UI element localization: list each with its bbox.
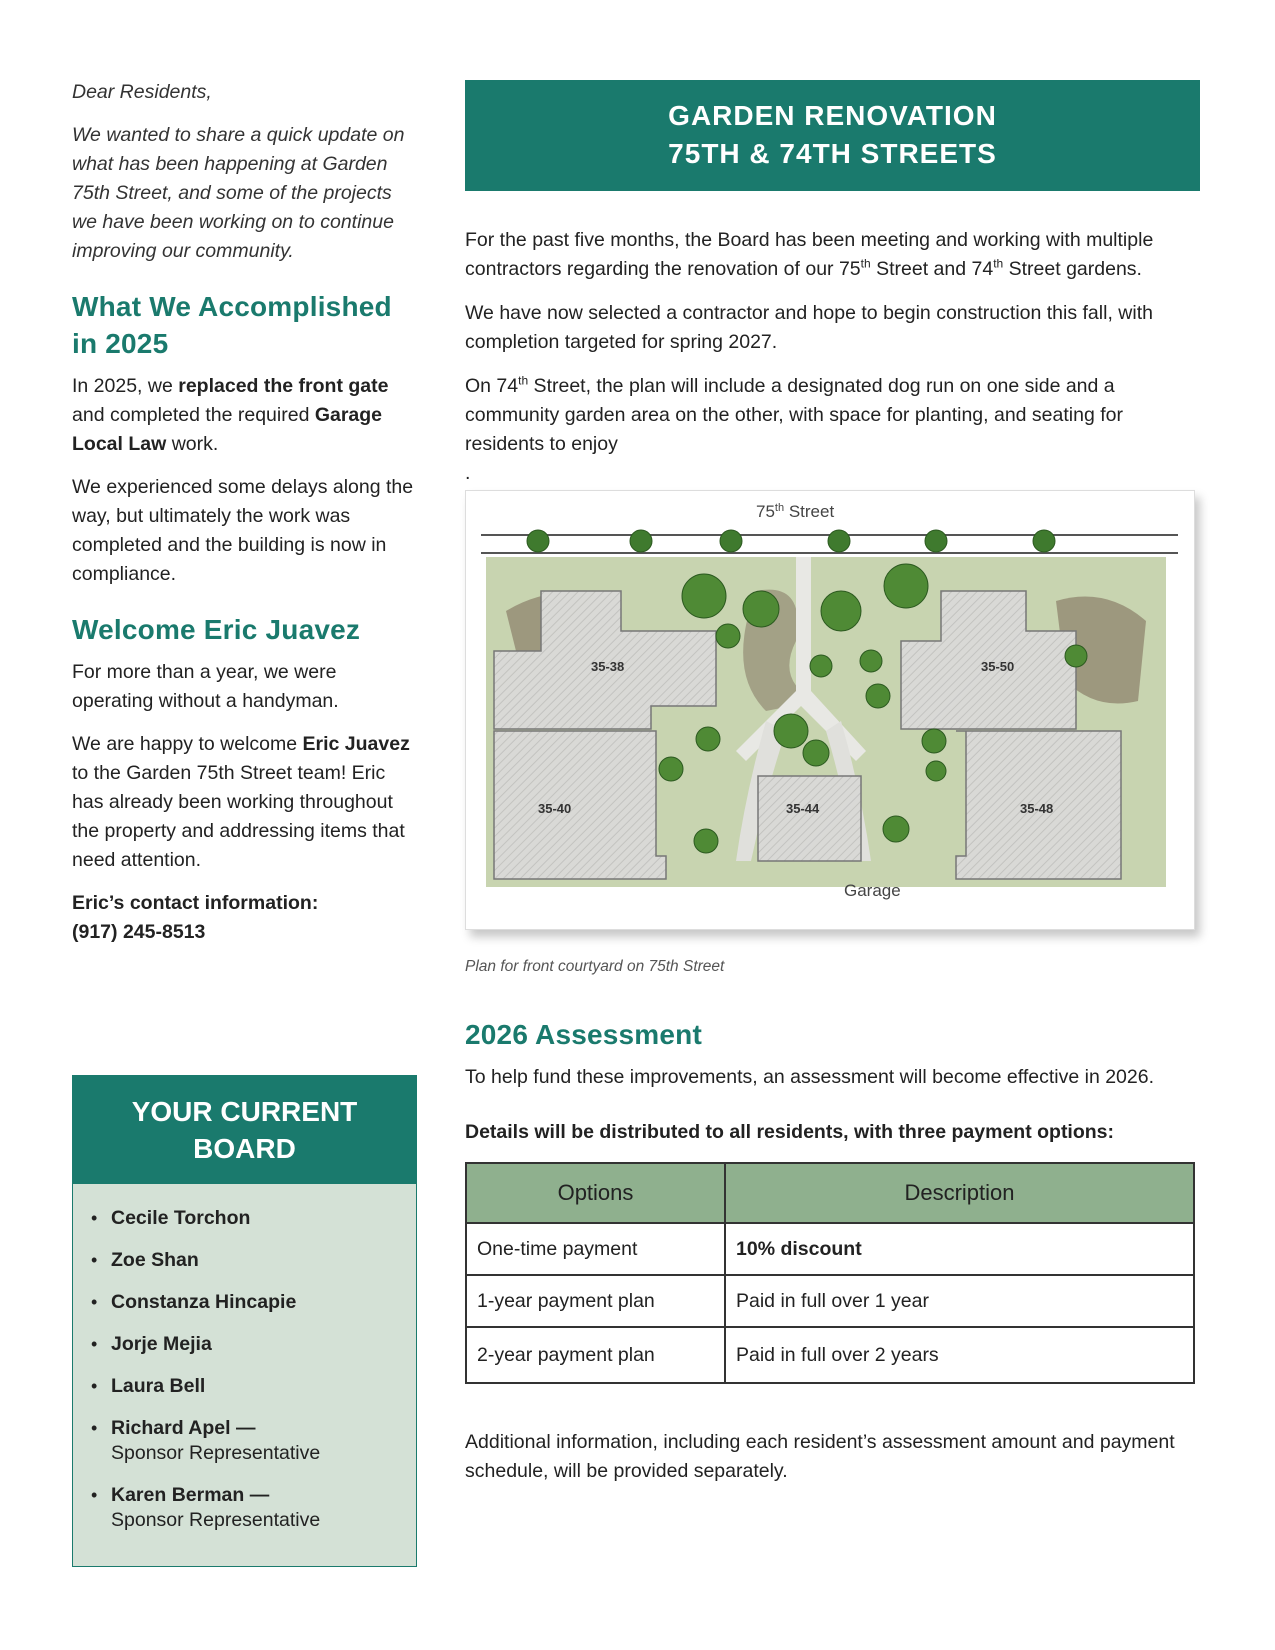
courtyard-plan-image bbox=[465, 490, 1195, 930]
intro-paragraph: We wanted to share a quick update on what has been happening at Garden 75th Street, and some of the projects we have been working on to continue improving our community. bbox=[72, 124, 405, 262]
board-member bbox=[91, 1248, 398, 1273]
assessment-details: Details will be distributed to all residents, with three payment options: bbox=[465, 1121, 1115, 1143]
welcome-paragraph-2: We are happy to welcome Eric Juavez to the Garden 75th Street team! Eric has already been working throughout the property and addressing items that need attention. bbox=[72, 733, 410, 871]
board-member-name: Cecile Torchon bbox=[111, 1207, 251, 1229]
building-label: 35-44 bbox=[786, 801, 820, 816]
option-cell: 1-year payment plan bbox=[466, 1275, 725, 1327]
accomplished-paragraph-2: We experienced some delays along the way, but ultimately the work was completed and the building is now in compliance. bbox=[72, 476, 414, 585]
building-label: 35-38 bbox=[591, 659, 625, 674]
contact-label: Eric’s contact information: bbox=[72, 892, 319, 914]
description-cell: Paid in full over 1 year bbox=[725, 1275, 1194, 1327]
assessment-paragraph: To help fund these improvements, an assessment will become effective in 2026. bbox=[465, 1066, 1155, 1088]
table-row bbox=[466, 1223, 1194, 1275]
board-member-name: Zoe Shan bbox=[111, 1249, 199, 1271]
board-member-role: Sponsor Representative bbox=[111, 1509, 321, 1531]
plan-garage-label: Garage bbox=[844, 881, 901, 900]
accomplished-paragraph-1: In 2025, we replaced the front gate and completed the required Garage Local Law work. bbox=[72, 375, 389, 455]
board-box bbox=[72, 1075, 417, 1567]
column-header-options: Options bbox=[466, 1163, 725, 1223]
greeting: Dear Residents, bbox=[72, 81, 212, 103]
board-member-name: Constanza Hincapie bbox=[111, 1291, 297, 1313]
board-list bbox=[73, 1184, 416, 1566]
plan-caption: Plan for front courtyard on 75th Street bbox=[465, 958, 725, 975]
banner-line-1: GARDEN RENOVATION bbox=[668, 100, 997, 131]
contact-phone: (917) 245-8513 bbox=[72, 921, 206, 943]
right-column bbox=[465, 80, 1200, 1501]
board-member-role: Sponsor Representative bbox=[111, 1442, 321, 1464]
board-member bbox=[91, 1332, 398, 1357]
description-cell: Paid in full over 2 years bbox=[725, 1327, 1194, 1383]
payment-options-table bbox=[465, 1162, 1195, 1384]
option-cell: 2-year payment plan bbox=[466, 1327, 725, 1383]
plan-street-label: 75th Street bbox=[756, 502, 835, 521]
building-label: 35-40 bbox=[538, 801, 572, 816]
board-member bbox=[91, 1206, 398, 1231]
board-member-name: Jorje Mejia bbox=[111, 1333, 212, 1355]
board-member bbox=[91, 1290, 398, 1315]
left-column bbox=[72, 78, 417, 947]
building-label: 35-50 bbox=[981, 659, 1015, 674]
renovation-paragraph-1: For the past five months, the Board has been meeting and working with multiple contractors regarding the renovation of our 75th Street and 74th Street gardens. bbox=[465, 229, 1154, 280]
board-heading: YOUR CURRENT BOARD bbox=[73, 1076, 416, 1184]
accomplished-heading: What We Accomplished in 2025 bbox=[72, 291, 392, 359]
garden-renovation-banner bbox=[465, 80, 1200, 191]
welcome-heading: Welcome Eric Juavez bbox=[72, 614, 361, 645]
board-member-name: Laura Bell bbox=[111, 1375, 206, 1397]
board-member-name: Karen Berman — bbox=[111, 1484, 270, 1506]
board-member bbox=[91, 1416, 398, 1466]
assessment-heading: 2026 Assessment bbox=[465, 1019, 703, 1050]
table-row bbox=[466, 1275, 1194, 1327]
board-member bbox=[91, 1483, 398, 1533]
renovation-paragraph-3: On 74th Street, the plan will include a designated dog run on one side and a community garden area on the other, with space for planting, and seating for residents to enjoy . bbox=[465, 373, 1123, 484]
banner-line-2: 75TH & 74TH STREETS bbox=[668, 138, 997, 169]
column-header-description: Description bbox=[725, 1163, 1194, 1223]
board-member-name: Richard Apel — bbox=[111, 1417, 256, 1439]
description-cell: 10% discount bbox=[725, 1223, 1194, 1275]
renovation-paragraph-2: We have now selected a contractor and hope to begin construction this fall, with completion targeted for spring 2027. bbox=[465, 302, 1153, 353]
site-plan-drawing bbox=[466, 491, 1194, 929]
table-row bbox=[466, 1327, 1194, 1383]
building-label: 35-48 bbox=[1020, 801, 1054, 816]
welcome-paragraph-1: For more than a year, we were operating without a handyman. bbox=[72, 661, 339, 712]
board-member bbox=[91, 1374, 398, 1399]
assessment-footer: Additional information, including each resident’s assessment amount and payment schedule, will be provided separately. bbox=[465, 1431, 1175, 1482]
option-cell: One-time payment bbox=[466, 1223, 725, 1275]
